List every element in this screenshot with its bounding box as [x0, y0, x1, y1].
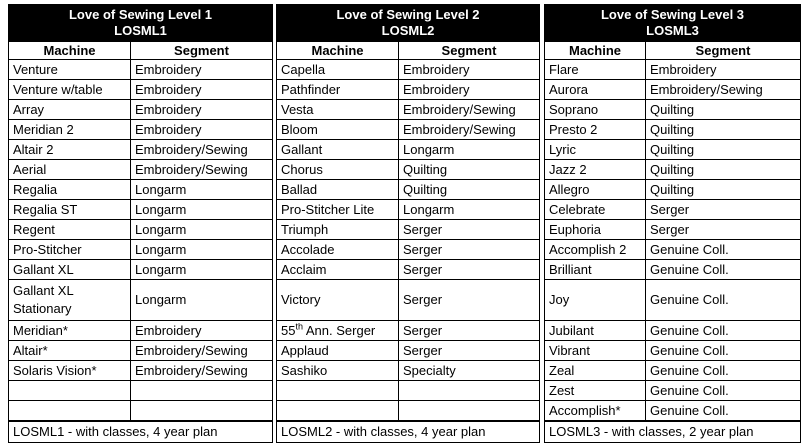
table-row — [277, 160, 540, 180]
machine-column-header: Machine — [277, 42, 399, 60]
segment-cell: Embroidery — [131, 60, 273, 80]
segment-cell: Longarm — [131, 280, 273, 321]
segment-cell: Quilting — [646, 100, 801, 120]
machine-cell — [9, 381, 131, 401]
machine-cell: Chorus — [277, 160, 399, 180]
table-title-row — [545, 5, 801, 42]
segment-cell: Specialty — [399, 361, 540, 381]
machine-cell: Applaud — [277, 341, 399, 361]
segment-cell: Longarm — [131, 240, 273, 260]
machine-cell: Victory — [277, 280, 399, 321]
machine-cell: Altair* — [9, 341, 131, 361]
table-row — [277, 401, 540, 422]
table-row — [277, 321, 540, 341]
table-row — [277, 200, 540, 220]
machine-cell — [9, 401, 131, 422]
machine-cell: Lyric — [545, 140, 646, 160]
table-row — [9, 200, 273, 220]
table-title-row — [277, 5, 540, 42]
machine-cell: Euphoria — [545, 220, 646, 240]
table-row — [9, 280, 273, 321]
segment-cell — [131, 401, 273, 422]
table-row — [277, 280, 540, 321]
table-row — [545, 240, 801, 260]
table-row — [545, 180, 801, 200]
machine-cell: Vibrant — [545, 341, 646, 361]
segment-cell: Serger — [399, 240, 540, 260]
segment-cell: Genuine Coll. — [646, 260, 801, 280]
machine-cell: Meridian* — [9, 321, 131, 341]
segment-cell — [399, 381, 540, 401]
table-row — [545, 100, 801, 120]
segment-cell: Serger — [399, 341, 540, 361]
machine-cell: Celebrate — [545, 200, 646, 220]
table-row — [545, 60, 801, 80]
segment-cell: Serger — [646, 200, 801, 220]
table-row — [9, 401, 273, 422]
machine-cell: Aurora — [545, 80, 646, 100]
table-row — [9, 260, 273, 280]
machine-cell: Allegro — [545, 180, 646, 200]
table-row — [9, 220, 273, 240]
machine-cell: Gallant — [277, 140, 399, 160]
table-row — [277, 240, 540, 260]
machine-cell: Jazz 2 — [545, 160, 646, 180]
table-row — [9, 240, 273, 260]
column-header-row — [9, 42, 273, 60]
segment-cell: Embroidery/Sewing — [131, 140, 273, 160]
machine-cell: Regalia — [9, 180, 131, 200]
segment-cell: Serger — [399, 321, 540, 341]
table-row — [9, 321, 273, 341]
segment-cell: Serger — [646, 220, 801, 240]
table-row — [277, 260, 540, 280]
segment-cell: Embroidery — [399, 60, 540, 80]
table-row — [277, 140, 540, 160]
table-row — [545, 381, 801, 401]
segment-cell: Quilting — [399, 180, 540, 200]
machine-cell: Venture w/table — [9, 80, 131, 100]
table-row — [545, 80, 801, 100]
segment-cell: Longarm — [131, 200, 273, 220]
segment-cell: Quilting — [646, 140, 801, 160]
machine-cell: Pathfinder — [277, 80, 399, 100]
machine-cell: Venture — [9, 60, 131, 80]
table-row — [9, 60, 273, 80]
table-row — [9, 180, 273, 200]
level-code: LOSML2 — [381, 23, 435, 38]
table-row — [545, 321, 801, 341]
table-row — [277, 120, 540, 140]
level-2-table — [276, 4, 540, 443]
machine-cell: Regent — [9, 220, 131, 240]
table-row — [545, 260, 801, 280]
table-row — [545, 361, 801, 381]
table-row — [277, 100, 540, 120]
plan-footer-row — [277, 421, 540, 443]
machine-cell: Presto 2 — [545, 120, 646, 140]
machine-cell: Soprano — [545, 100, 646, 120]
plan-footer-row — [9, 421, 273, 443]
machine-cell: Array — [9, 100, 131, 120]
machine-cell: Bloom — [277, 120, 399, 140]
segment-cell: Embroidery — [131, 321, 273, 341]
table-title-row — [9, 5, 273, 42]
segment-cell: Genuine Coll. — [646, 280, 801, 321]
machine-cell — [277, 381, 399, 401]
machine-cell: Accomplish* — [545, 401, 646, 422]
machine-cell: Ballad — [277, 180, 399, 200]
table-row — [277, 341, 540, 361]
machine-cell: Joy — [545, 280, 646, 321]
table-title — [545, 5, 801, 42]
machine-cell: Acclaim — [277, 260, 399, 280]
machine-cell: Gallant XL Stationary — [9, 280, 131, 321]
segment-cell: Serger — [399, 220, 540, 240]
segment-cell: Longarm — [399, 140, 540, 160]
table-row — [277, 361, 540, 381]
segment-cell: Genuine Coll. — [646, 401, 801, 422]
table-row — [9, 100, 273, 120]
machine-cell: Meridian 2 — [9, 120, 131, 140]
segment-column-header: Segment — [131, 42, 273, 60]
segment-cell: Genuine Coll. — [646, 381, 801, 401]
level-title: Love of Sewing Level 2 — [336, 7, 480, 22]
table-row — [9, 120, 273, 140]
segment-cell: Embroidery/Sewing — [131, 160, 273, 180]
segment-cell: Genuine Coll. — [646, 361, 801, 381]
table-row — [545, 160, 801, 180]
segment-cell: Embroidery/Sewing — [131, 361, 273, 381]
table-row — [9, 341, 273, 361]
segment-cell: Embroidery — [399, 80, 540, 100]
table-row — [545, 341, 801, 361]
machine-cell: Solaris Vision* — [9, 361, 131, 381]
column-header-row — [277, 42, 540, 60]
machine-cell: Altair 2 — [9, 140, 131, 160]
plan-footer: LOSML1 - with classes, 4 year plan — [9, 421, 273, 443]
table-row — [545, 140, 801, 160]
table-row — [545, 280, 801, 321]
segment-cell — [131, 381, 273, 401]
machine-column-header: Machine — [9, 42, 131, 60]
table-row — [9, 381, 273, 401]
segment-cell: Quilting — [646, 160, 801, 180]
plan-footer-row — [545, 421, 801, 443]
segment-cell: Genuine Coll. — [646, 240, 801, 260]
segment-cell: Quilting — [646, 120, 801, 140]
level-3-table — [544, 4, 801, 443]
machine-cell — [277, 401, 399, 422]
table-row — [277, 180, 540, 200]
table-row — [9, 160, 273, 180]
machine-cell: Accolade — [277, 240, 399, 260]
segment-cell: Serger — [399, 260, 540, 280]
table-row — [277, 220, 540, 240]
machine-column-header: Machine — [545, 42, 646, 60]
plan-footer: LOSML3 - with classes, 2 year plan — [545, 421, 801, 443]
table-row — [545, 120, 801, 140]
machine-cell: Zest — [545, 381, 646, 401]
level-title: Love of Sewing Level 3 — [600, 7, 745, 22]
table-row — [277, 60, 540, 80]
segment-cell: Longarm — [131, 220, 273, 240]
segment-cell: Quilting — [399, 160, 540, 180]
machine-cell: Accomplish 2 — [545, 240, 646, 260]
machine-cell: Flare — [545, 60, 646, 80]
table-row — [9, 80, 273, 100]
segment-column-header: Segment — [646, 42, 801, 60]
machine-cell: Capella — [277, 60, 399, 80]
segment-cell: Embroidery/Sewing — [399, 100, 540, 120]
segment-cell: Genuine Coll. — [646, 341, 801, 361]
level-code: LOSML3 — [646, 23, 699, 38]
machine-cell: 55th Ann. Serger — [277, 321, 399, 341]
table-title — [9, 5, 273, 42]
machine-cell: Triumph — [277, 220, 399, 240]
machine-cell: Vesta — [277, 100, 399, 120]
segment-cell: Longarm — [131, 180, 273, 200]
machine-cell: Brilliant — [545, 260, 646, 280]
level-code: LOSML1 — [114, 23, 167, 38]
table-row — [9, 140, 273, 160]
table-row — [277, 80, 540, 100]
segment-cell: Embroidery — [131, 120, 273, 140]
level-1-table — [8, 4, 273, 443]
segment-column-header: Segment — [399, 42, 540, 60]
segment-cell: Embroidery/Sewing — [131, 341, 273, 361]
machine-cell: Gallant XL — [9, 260, 131, 280]
column-header-row — [545, 42, 801, 60]
segment-cell — [399, 401, 540, 422]
machine-cell: Regalia ST — [9, 200, 131, 220]
machine-cell: Zeal — [545, 361, 646, 381]
segment-cell: Genuine Coll. — [646, 321, 801, 341]
segment-cell: Embroidery/Sewing — [399, 120, 540, 140]
table-row — [545, 220, 801, 240]
segment-cell: Embroidery — [131, 100, 273, 120]
table-row — [277, 381, 540, 401]
segment-cell: Embroidery — [646, 60, 801, 80]
table-row — [545, 200, 801, 220]
segment-cell: Embroidery — [131, 80, 273, 100]
machine-cell: Pro-Stitcher — [9, 240, 131, 260]
segment-cell: Longarm — [399, 200, 540, 220]
machine-cell: Jubilant — [545, 321, 646, 341]
plan-footer: LOSML2 - with classes, 4 year plan — [277, 421, 540, 443]
machine-cell: Sashiko — [277, 361, 399, 381]
table-row — [545, 401, 801, 422]
segment-cell: Longarm — [131, 260, 273, 280]
table-title — [277, 5, 540, 42]
segment-cell: Quilting — [646, 180, 801, 200]
table-row — [9, 361, 273, 381]
segment-cell: Embroidery/Sewing — [646, 80, 801, 100]
level-title: Love of Sewing Level 1 — [68, 7, 213, 22]
machine-cell: Aerial — [9, 160, 131, 180]
machine-cell: Pro-Stitcher Lite — [277, 200, 399, 220]
segment-cell: Serger — [399, 280, 540, 321]
